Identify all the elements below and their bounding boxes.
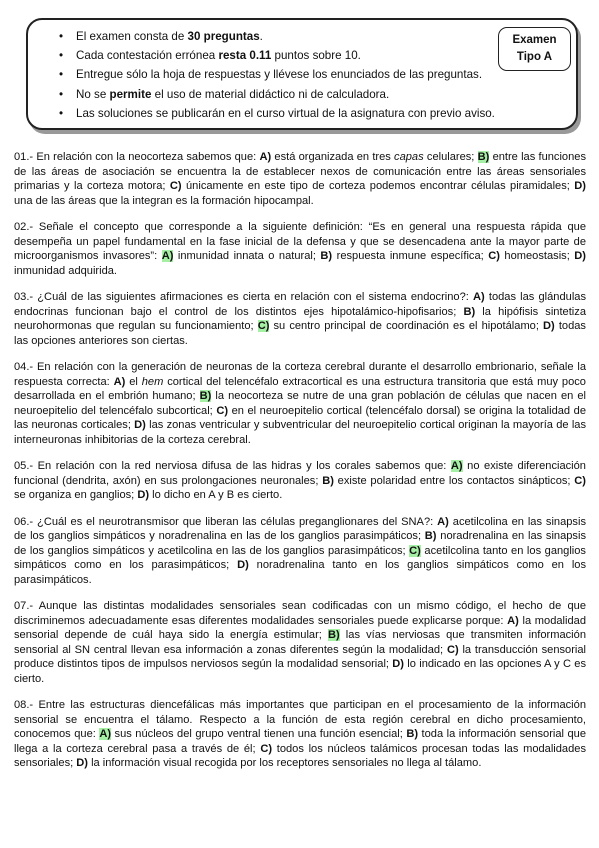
option-label: C) [169, 180, 182, 192]
question-text: se organiza en ganglios; [14, 489, 138, 501]
question-text: las vías nerviosas que transmiten información sensorial al SN central llevan esa información a zonas diferentes según la modalidad; [14, 629, 586, 656]
option-label: B) [463, 305, 476, 318]
question-2 [14, 220, 586, 278]
correct-option-label: C) [409, 544, 421, 557]
correct-option-label: A) [450, 460, 463, 472]
question-text: Entre las estructuras diencefálicas más importantes que participan en el procesamiento de la información sensorial se encuentra el tálamo. Respecto a la función de esta región cerebral en dicho procesamiento, conocemos que: [14, 699, 586, 740]
exam-label: Examen [512, 34, 557, 46]
correct-option-label: A) [161, 250, 174, 262]
question-text: todas las glándulas endocrinas funcionan bajo el control de los distintos ejes hipotalámico-hipofisarios; [14, 291, 586, 318]
question-text: En relación con la generación de neuronas de la corteza cerebral durante el desarrollo embrionario, señale la respuesta correcta: [14, 361, 586, 388]
question-text: inmunidad adquirida. [14, 264, 117, 277]
question-number: 02.- [14, 221, 34, 233]
question-text: entre las funciones de las áreas de asociación se encuentra la de establecer nexos de comunicación entre las áreas sensoriales primarias y la corteza motora; [14, 151, 586, 192]
instruction-text: No se [76, 87, 110, 101]
instruction-item [58, 85, 518, 104]
question-text: acetilcolina tanto en los ganglios simpáticos como en los parasimpáticos; [14, 544, 586, 571]
correct-option-label: B) [477, 151, 490, 163]
instruction-text: puntos sobre 10. [271, 49, 361, 63]
question-1 [14, 150, 586, 208]
question-text: ¿Cuál es el neurotransmisor que liberan las células preganglionares del SNA?: [33, 515, 438, 528]
option-label: D) [543, 320, 555, 332]
option-label: C) [574, 474, 586, 487]
question-6 [14, 515, 586, 588]
option-label: B) [406, 728, 419, 740]
correct-option-label: B) [199, 390, 212, 402]
option-label: C) [446, 643, 459, 656]
correct-option-label: B) [327, 629, 340, 641]
question-text: Señale el concepto que corresponde a la siguiente definición: “Es en general una respuesta rápida que desempeña un papel fundamental en la fase inicial de la defensa y que se desencadena ante la mayor parte de microorganismos invasores”: [14, 221, 586, 262]
question-text: no existe diferenciación funcional (dendrita, axón) en sus prolongaciones neuronales; [14, 460, 586, 487]
correct-option-label: C) [257, 320, 270, 332]
question-text: celulares; [423, 151, 478, 163]
question-text: ¿Cuál de las siguientes afirmaciones es cierta en relación con el sistema endocrino?: [33, 291, 473, 303]
option-label: A) [259, 151, 272, 163]
question-text: lo indicado en las opciones A y C es cierto. [14, 658, 587, 685]
question-3 [14, 290, 586, 348]
question-number: 04.- [14, 361, 34, 373]
option-label: D) [237, 559, 249, 571]
instruction-text: Cada contestación errónea [76, 49, 219, 63]
instruction-emphasis: 30 preguntas [187, 30, 260, 43]
question-number: 06.- [14, 515, 34, 528]
instruction-text: Entregue sólo la hoja de respuestas y llévese los enunciados de las preguntas. [76, 68, 483, 82]
question-text: hem [141, 375, 164, 388]
question-text: la modalidad sensorial depende de cuál haya sido la energía estimular; [14, 614, 586, 641]
instruction-item [58, 104, 518, 123]
question-text: una de las áreas que la integran es la formación hipocampal. [14, 194, 314, 207]
option-label: A) [437, 515, 449, 528]
question-text: Aunque las distintas modalidades sensoriales sean codificadas con un mismo código, el hecho de que discriminemos adecuadamente esas diferentes modalidades sensoriales puede explicarse porque: [14, 600, 586, 627]
question-text: está organizada en tres [271, 151, 395, 163]
question-number: 05.- [14, 460, 34, 472]
question-7 [14, 599, 586, 686]
instruction-text: El examen consta de [76, 30, 188, 43]
option-label: D) [392, 658, 405, 670]
instruction-text: el uso de material didáctico ni de calculadora. [151, 87, 390, 101]
option-label: A) [507, 614, 519, 627]
correct-option-label: A) [99, 728, 112, 740]
question-text: la transducción sensorial produce distintos tipos de impulsos nerviosos según la modalidad sensorial; [14, 643, 586, 670]
question-text: su centro principal de coordinación es el hipotálamo; [269, 320, 544, 332]
exam-type-box [498, 27, 571, 71]
question-text: inmunidad innata o natural; [173, 250, 321, 262]
instruction-text: . [259, 30, 263, 43]
option-label: D) [76, 757, 88, 769]
instruction-text: Las soluciones se publicarán en el curso virtual de la asignatura con previo aviso. [76, 106, 495, 120]
question-text: todas las opciones anteriores son ciertas. [14, 320, 586, 347]
question-text: cortical del telencéfalo extracortical es una estructura transitoria que está muy poco desarrollada en el embrión humano; [14, 375, 586, 402]
question-8 [14, 698, 586, 771]
option-label: B) [424, 530, 437, 542]
option-label: A) [473, 291, 485, 303]
question-number: 01.- [14, 151, 34, 163]
question-text: la información visual recogida por los receptores sensoriales no llega al tálamo. [88, 757, 482, 769]
instruction-emphasis: permite [109, 87, 152, 101]
questions-list [14, 150, 586, 783]
question-text: el [125, 375, 142, 388]
question-number: 03.- [14, 291, 34, 303]
option-label: C) [488, 250, 500, 262]
instruction-item [58, 27, 518, 46]
instruction-item [58, 65, 518, 84]
question-text: noradrenalina tanto en los ganglios simpáticos como en los parasimpáticos. [14, 559, 586, 586]
question-text: homeostasis; [499, 250, 575, 262]
instruction-item [58, 46, 518, 65]
question-text: las zonas ventricular y subventricular del neuroepitelio cortical originan la mayoría de las interneuronas inhibitorias de la corteza cerebral. [14, 419, 586, 446]
question-text: En relación con la neocorteza sabemos que: [33, 151, 260, 163]
option-label: C) [260, 742, 273, 755]
option-label: D) [134, 419, 146, 431]
question-text: la hipófisis sintetiza neurohormonas que regulan su funcionamiento; [14, 305, 586, 332]
question-text: existe polaridad entre los contactos sinápticos; [333, 474, 575, 487]
question-number: 07.- [14, 600, 34, 612]
question-text: capas [394, 151, 424, 163]
option-label: D) [574, 250, 586, 262]
option-label: B) [322, 474, 334, 487]
question-text: todos los núcleos talámicos procesan todas las modalidades sensoriales; [14, 742, 586, 769]
instructions-list [58, 27, 518, 123]
question-text: lo dicho en A y B es cierto. [149, 489, 283, 501]
exam-type: Tipo A [516, 51, 553, 63]
question-text: sus núcleos del grupo ventral tienen una función esencial; [111, 728, 407, 740]
question-5 [14, 459, 586, 503]
instruction-emphasis: resta 0.11 [218, 49, 272, 63]
question-text: noradrenalina en las sinapsis de los ganglios simpáticos y acetilcolina en las de los ganglios parasimpáticos; [14, 530, 586, 557]
question-text: respuesta inmune específica; [332, 250, 489, 262]
question-number: 08.- [14, 699, 34, 711]
question-4 [14, 360, 586, 447]
question-text: en el neuroepitelio cortical (telencéfalo dorsal) se origina la totalidad de las neuronas corticales; [14, 404, 586, 431]
option-label: A) [113, 375, 126, 388]
option-label: C) [216, 404, 229, 417]
option-label: D) [137, 489, 150, 501]
question-text: En relación con la red nerviosa difusa de las hidras y los corales sabemos que: [33, 460, 451, 472]
option-label: D) [574, 180, 586, 192]
question-text: únicamente en este tipo de corteza podemos encontrar células piramidales; [181, 180, 575, 192]
question-text: toda la información sensorial que llega a la corteza cerebral pasa a través de él; [14, 728, 586, 755]
option-label: B) [320, 250, 333, 262]
question-text: acetilcolina en las sinapsis de los ganglios simpáticos y noradrenalina en las de los ganglios parasimpáticos; [14, 515, 586, 542]
question-text: la neocorteza se nutre de una gran población de células que nacen en el neuroepitelio del telencéfalo subcortical; [14, 390, 586, 417]
